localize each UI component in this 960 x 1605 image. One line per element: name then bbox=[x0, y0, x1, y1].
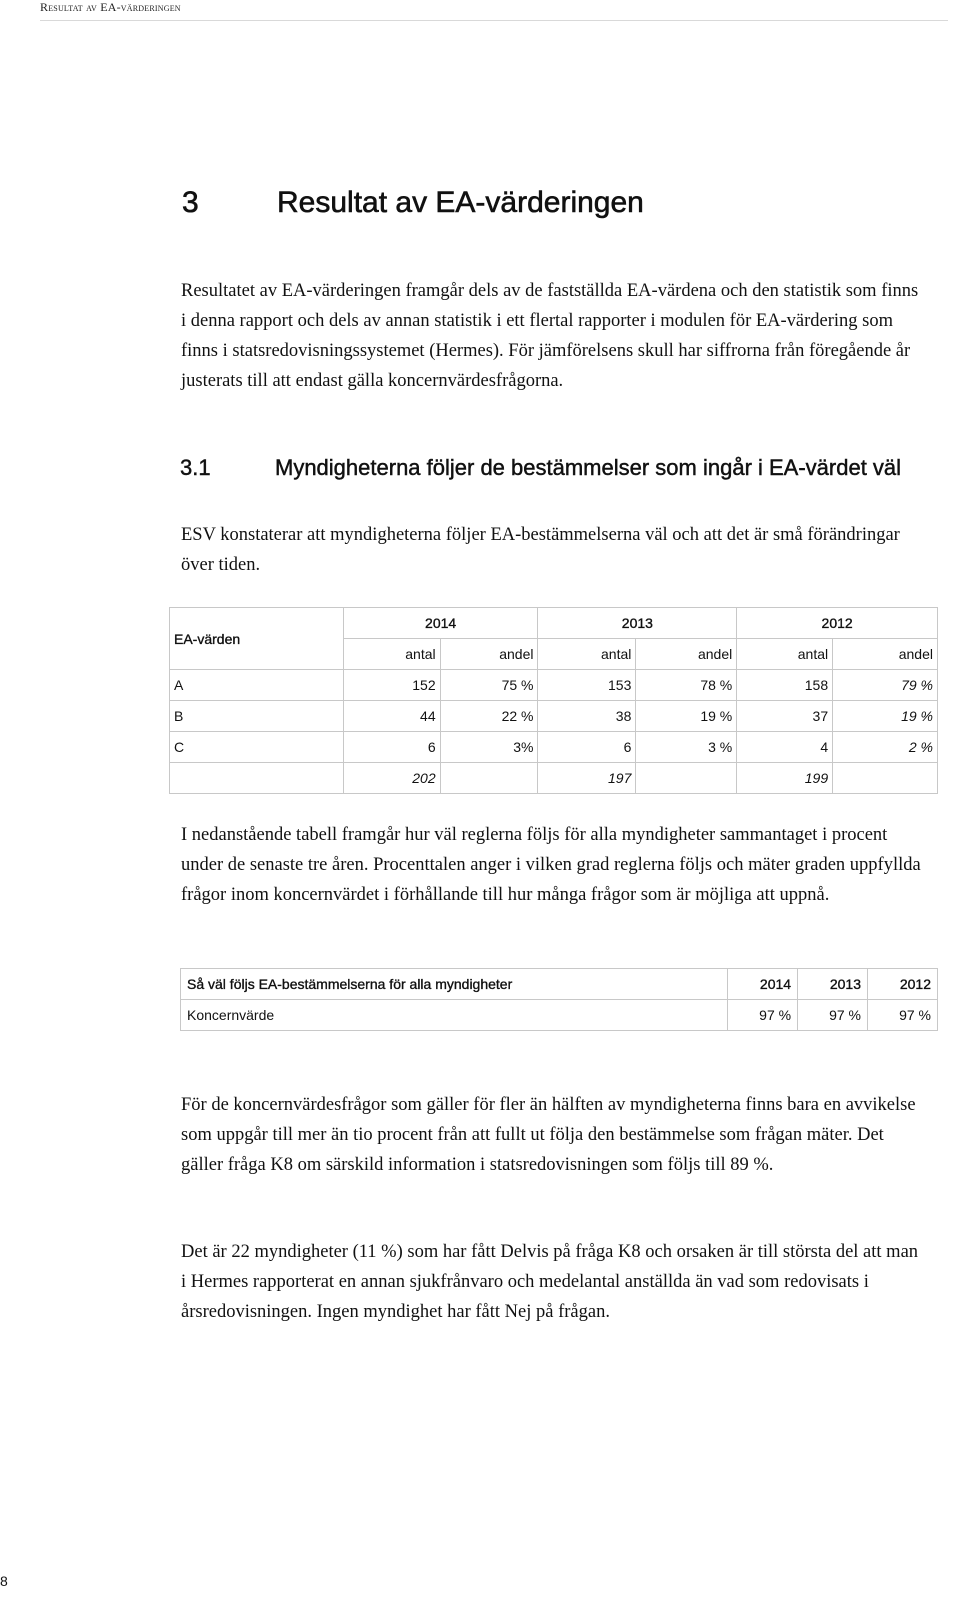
table-cell: 37 bbox=[737, 701, 833, 732]
table-cell: 2 % bbox=[833, 732, 938, 763]
table-cell: 22 % bbox=[440, 701, 538, 732]
year-header: 2012 bbox=[737, 608, 938, 639]
table-cell: 158 bbox=[737, 670, 833, 701]
year-header: 2013 bbox=[538, 608, 737, 639]
chapter-heading bbox=[182, 186, 644, 220]
row-label: B bbox=[170, 701, 344, 732]
section-heading bbox=[180, 453, 920, 483]
total-cell: 197 bbox=[538, 763, 636, 794]
body-paragraph: För de koncernvärdesfrågor som gäller för fler än hälften av myndigheterna finns bara en avvikelse som uppgår till mer än tio procent från att fullt ut följa den bestämmelse som frågan mäter. Det gäller fråga K8 om särskild information i statsredovisningen som följs till 89 %. bbox=[181, 1095, 916, 1175]
running-header: Resultat av EA-värderingen bbox=[40, 0, 181, 14]
year-header: 2013 bbox=[798, 969, 868, 1000]
summary-row bbox=[181, 1000, 938, 1031]
chapter-number: 3 bbox=[182, 186, 199, 219]
table-cell: 3 % bbox=[636, 732, 737, 763]
table-cell: 153 bbox=[538, 670, 636, 701]
subheader-cell: antal bbox=[343, 639, 440, 670]
table-cell: 75 % bbox=[440, 670, 538, 701]
total-cell: 199 bbox=[737, 763, 833, 794]
section-number: 3.1 bbox=[180, 455, 211, 480]
year-header: 2012 bbox=[868, 969, 938, 1000]
table-cell: 19 % bbox=[636, 701, 737, 732]
body-paragraph: Det är 22 myndigheter (11 %) som har fått Delvis på fråga K8 och orsaken är till största del att man i Hermes rapporterat en annan sjukfrånvaro och medelantal anställda än vad som redovisats i årsredovisningen. Ingen myndighet har fått Nej på frågan. bbox=[181, 1242, 919, 1322]
table-row bbox=[170, 670, 938, 701]
table-cell: 97 % bbox=[728, 1000, 798, 1031]
year-header: 2014 bbox=[728, 969, 798, 1000]
table-cell: 152 bbox=[343, 670, 440, 701]
row-label: C bbox=[170, 732, 344, 763]
summary-header-row bbox=[181, 969, 938, 1000]
empty-cell bbox=[170, 763, 344, 794]
table-cell: 4 bbox=[737, 732, 833, 763]
summary-intro-paragraph: I nedanstående tabell framgår hur väl reglerna följs för alla myndigheter sammantaget i procent under de senaste tre åren. Procenttalen anger i vilken grad reglerna följs och mäter graden uppfyllda frågor inom koncernvärdet i förhållande till hur många frågor som är möjliga att uppnå. bbox=[181, 825, 921, 905]
table-cell: 97 % bbox=[868, 1000, 938, 1031]
table-cell: 3% bbox=[440, 732, 538, 763]
table-row bbox=[170, 732, 938, 763]
table-cell: 19 % bbox=[833, 701, 938, 732]
chapter-title: Resultat av EA-värderingen bbox=[277, 186, 644, 219]
empty-cell bbox=[636, 763, 737, 794]
table-cell: 38 bbox=[538, 701, 636, 732]
table-cell: 6 bbox=[343, 732, 440, 763]
subheader-cell: andel bbox=[833, 639, 938, 670]
subheader-cell: antal bbox=[737, 639, 833, 670]
page-number: 8 bbox=[0, 1573, 8, 1589]
header-divider bbox=[40, 20, 948, 21]
summary-table bbox=[180, 968, 938, 1031]
ea-values-table bbox=[169, 607, 938, 794]
section-title: Myndigheterna följer de bestämmelser som ingår i EA-värdet väl bbox=[275, 455, 902, 480]
section-paragraph: ESV konstaterar att myndigheterna följer EA-bestämmelserna väl och att det är små förändringar över tiden. bbox=[181, 525, 900, 575]
totals-row bbox=[170, 763, 938, 794]
subheader-cell: andel bbox=[440, 639, 538, 670]
row-label: Koncernvärde bbox=[181, 1000, 728, 1031]
table-cell: 6 bbox=[538, 732, 636, 763]
table-cell: 97 % bbox=[798, 1000, 868, 1031]
row-label: A bbox=[170, 670, 344, 701]
corner-label: EA-värden bbox=[170, 608, 344, 670]
table-cell: 78 % bbox=[636, 670, 737, 701]
year-header: 2014 bbox=[343, 608, 538, 639]
table-header-row bbox=[170, 608, 938, 639]
summary-header: Så väl följs EA-bestämmelserna för alla myndigheter bbox=[181, 969, 728, 1000]
table-cell: 44 bbox=[343, 701, 440, 732]
total-cell: 202 bbox=[343, 763, 440, 794]
table-row bbox=[170, 701, 938, 732]
empty-cell bbox=[833, 763, 938, 794]
table-cell: 79 % bbox=[833, 670, 938, 701]
intro-paragraph: Resultatet av EA-värderingen framgår dels av de fastställda EA-värdena och den statistik som finns i denna rapport och dels av annan statistik i ett flertal rapporter i modulen för EA-värdering som finns i statsredovisningssystemet (Hermes). För jämförelsens skull har siffrorna från föregående år justerats till att endast gälla koncernvärdesfrågorna. bbox=[181, 281, 919, 391]
subheader-cell: andel bbox=[636, 639, 737, 670]
empty-cell bbox=[440, 763, 538, 794]
subheader-cell: antal bbox=[538, 639, 636, 670]
